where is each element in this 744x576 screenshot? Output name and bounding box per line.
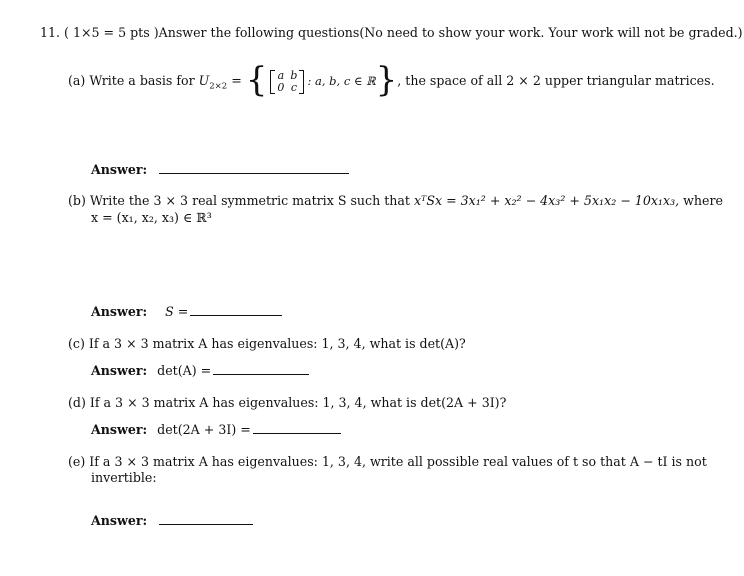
part-e-line2: invertible: [91, 470, 157, 485]
part-e-prompt-line2 [91, 470, 157, 485]
part-e-answer-blank[interactable] [159, 523, 253, 525]
part-b-line2: x = (x₁, x₂, x₃) ∈ ℝ³ [91, 210, 212, 225]
question-number: 11. [40, 25, 61, 40]
part-a-answer-blank[interactable] [159, 172, 349, 174]
part-a-equals: = [227, 73, 242, 88]
part-e-label: (e) [68, 454, 86, 469]
part-e-answer [91, 513, 253, 528]
part-a-answer [91, 162, 349, 177]
right-brace: } [375, 60, 398, 100]
matrix-cell: a [277, 68, 285, 82]
part-b-label: (b) [68, 193, 86, 208]
matrix-cell: c [290, 80, 298, 94]
part-a-set-name: U [198, 73, 210, 88]
part-d-answer-label: Answer: [91, 422, 148, 437]
part-c-answer-prefix: det(A) = [157, 363, 212, 378]
part-b-answer-label: Answer: [91, 304, 148, 319]
part-a-prompt-after: , the space of all 2 × 2 upper triangular matrices. [397, 73, 715, 88]
part-d-answer [91, 422, 341, 437]
part-d-label: (d) [68, 395, 86, 410]
matrix-cell: 0 [277, 80, 285, 94]
part-c-answer-label: Answer: [91, 363, 148, 378]
part-a-condition: : a, b, c ∈ ℝ [307, 74, 376, 88]
part-a-answer-label: Answer: [91, 162, 148, 177]
part-d-prompt [68, 395, 506, 410]
part-d-text: If a 3 × 3 matrix A has eigenvalues: 1, 3, 4, what is det(2A + 3I)? [89, 395, 507, 410]
part-e-line1: If a 3 × 3 matrix A has eigenvalues: 1, 3, 4, write all possible real values of t so that A − tI is not [89, 454, 707, 469]
left-brace: { [245, 60, 268, 100]
question-header [40, 25, 743, 40]
part-c-label: (c) [68, 336, 85, 351]
part-c-answer-blank[interactable] [213, 373, 309, 375]
part-a-prompt-before: Write a basis for [89, 73, 199, 88]
part-b-prompt-line1 [68, 193, 723, 208]
part-a-label: (a) [68, 73, 86, 88]
upper-triangular-matrix [270, 70, 304, 94]
part-d-answer-prefix: det(2A + 3I) = [157, 422, 251, 437]
part-a-set-sub: 2×2 [209, 81, 228, 92]
part-a-prompt [68, 57, 715, 100]
part-c-answer [91, 363, 309, 378]
part-b-where: where [683, 193, 723, 208]
part-b-line1: Write the 3 × 3 real symmetric matrix S such that [89, 193, 410, 208]
part-e-answer-label: Answer: [91, 513, 148, 528]
part-c-text: If a 3 × 3 matrix A has eigenvalues: 1, 3, 4, what is det(A)? [88, 336, 466, 351]
part-b-prompt-line2 [91, 210, 212, 225]
part-c-prompt [68, 336, 466, 351]
part-b-answer-blank[interactable] [190, 314, 282, 316]
part-b-answer [91, 304, 282, 319]
part-b-equation: xᵀSx = 3x₁² + x₂² − 4x₃² + 5x₁x₂ − 10x₁x₃, [413, 193, 680, 208]
question-header-text: ( 1×5 = 5 pts )Answer the following questions(No need to show your work. Your work will not be graded.) [64, 25, 743, 40]
part-b-answer-prefix: S = [165, 304, 189, 319]
matrix-cell: b [290, 68, 298, 82]
part-e-prompt-line1 [68, 454, 707, 469]
part-d-answer-blank[interactable] [253, 432, 341, 434]
